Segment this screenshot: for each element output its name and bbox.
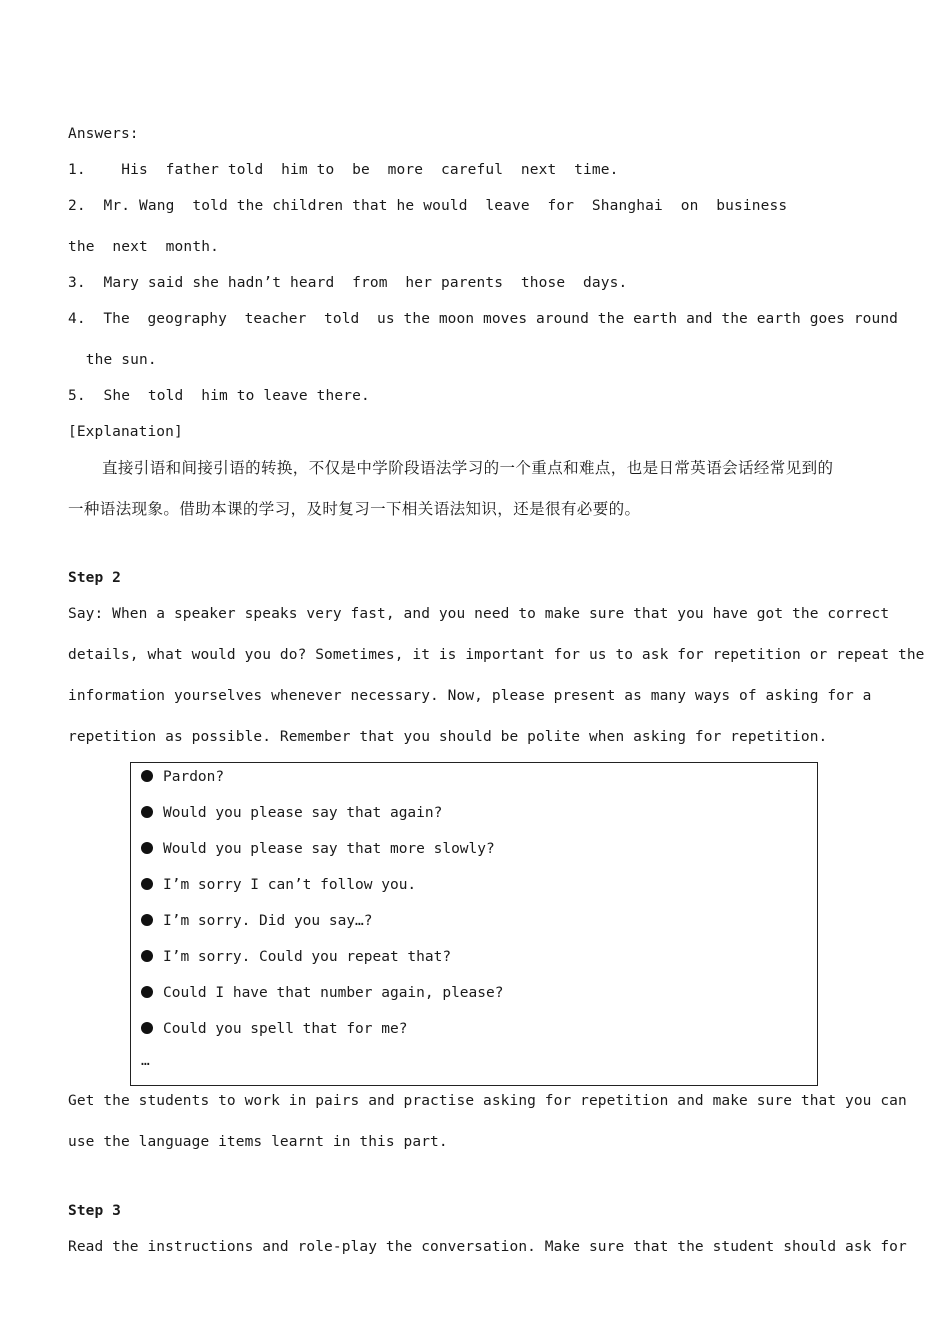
box-item: I’m sorry I can’t follow you. — [141, 875, 416, 895]
bullet-icon — [141, 914, 153, 926]
step2-heading: Step 2 — [68, 570, 121, 586]
bullet-icon — [141, 950, 153, 962]
answer-line: the next month. — [68, 239, 219, 255]
answer-line: the sun. — [68, 352, 157, 368]
explanation-heading: [Explanation] — [68, 424, 183, 440]
box-item: Could I have that number again, please? — [141, 983, 503, 1003]
box-item: Would you please say that more slowly? — [141, 839, 495, 859]
box-item: I’m sorry. Could you repeat that? — [141, 947, 451, 967]
answers-heading: Answers: — [68, 126, 139, 142]
repetition-phrases-box — [130, 762, 818, 1086]
box-item: Would you please say that again? — [141, 803, 442, 823]
step2-after-line: use the language items learnt in this part. — [68, 1134, 448, 1150]
bullet-icon — [141, 1022, 153, 1034]
explanation-line: 直接引语和间接引语的转换，不仅是中学阶段语法学习的一个重点和难点，也是日常英语会话经常见到的 — [102, 459, 834, 477]
step2-paragraph-line: repetition as possible. Remember that you should be polite when asking for repetition. — [68, 729, 828, 745]
answer-line: 3. Mary said she hadn’t heard from her parents those days. — [68, 275, 628, 291]
box-item: Pardon? — [141, 767, 224, 787]
answer-line: 4. The geography teacher told us the moon moves around the earth and the earth goes round — [68, 311, 898, 327]
answer-line: 2. Mr. Wang told the children that he would leave for Shanghai on business — [68, 198, 788, 214]
step2-paragraph-line: Say: When a speaker speaks very fast, and you need to make sure that you have got the correct — [68, 606, 890, 622]
step3-paragraph-line: Read the instructions and role-play the conversation. Make sure that the student should ask for — [68, 1239, 907, 1255]
bullet-icon — [141, 806, 153, 818]
step3-heading: Step 3 — [68, 1203, 121, 1219]
box-item: Could you spell that for me? — [141, 1019, 407, 1039]
answer-line: 1. His father told him to be more careful next time. — [68, 162, 619, 178]
box-ellipsis: … — [141, 1053, 150, 1069]
bullet-icon — [141, 986, 153, 998]
answer-line: 5. She told him to leave there. — [68, 388, 370, 404]
step2-paragraph-line: details, what would you do? Sometimes, it is important for us to ask for repetition or repeat the — [68, 647, 925, 663]
box-item: I’m sorry. Did you say…? — [141, 911, 373, 931]
explanation-line: 一种语法现象。借助本课的学习，及时复习一下相关语法知识，还是很有必要的。 — [68, 500, 641, 518]
bullet-icon — [141, 842, 153, 854]
bullet-icon — [141, 770, 153, 782]
step2-after-line: Get the students to work in pairs and practise asking for repetition and make sure that you can — [68, 1093, 907, 1109]
step2-paragraph-line: information yourselves whenever necessary. Now, please present as many ways of asking for a — [68, 688, 872, 704]
bullet-icon — [141, 878, 153, 890]
